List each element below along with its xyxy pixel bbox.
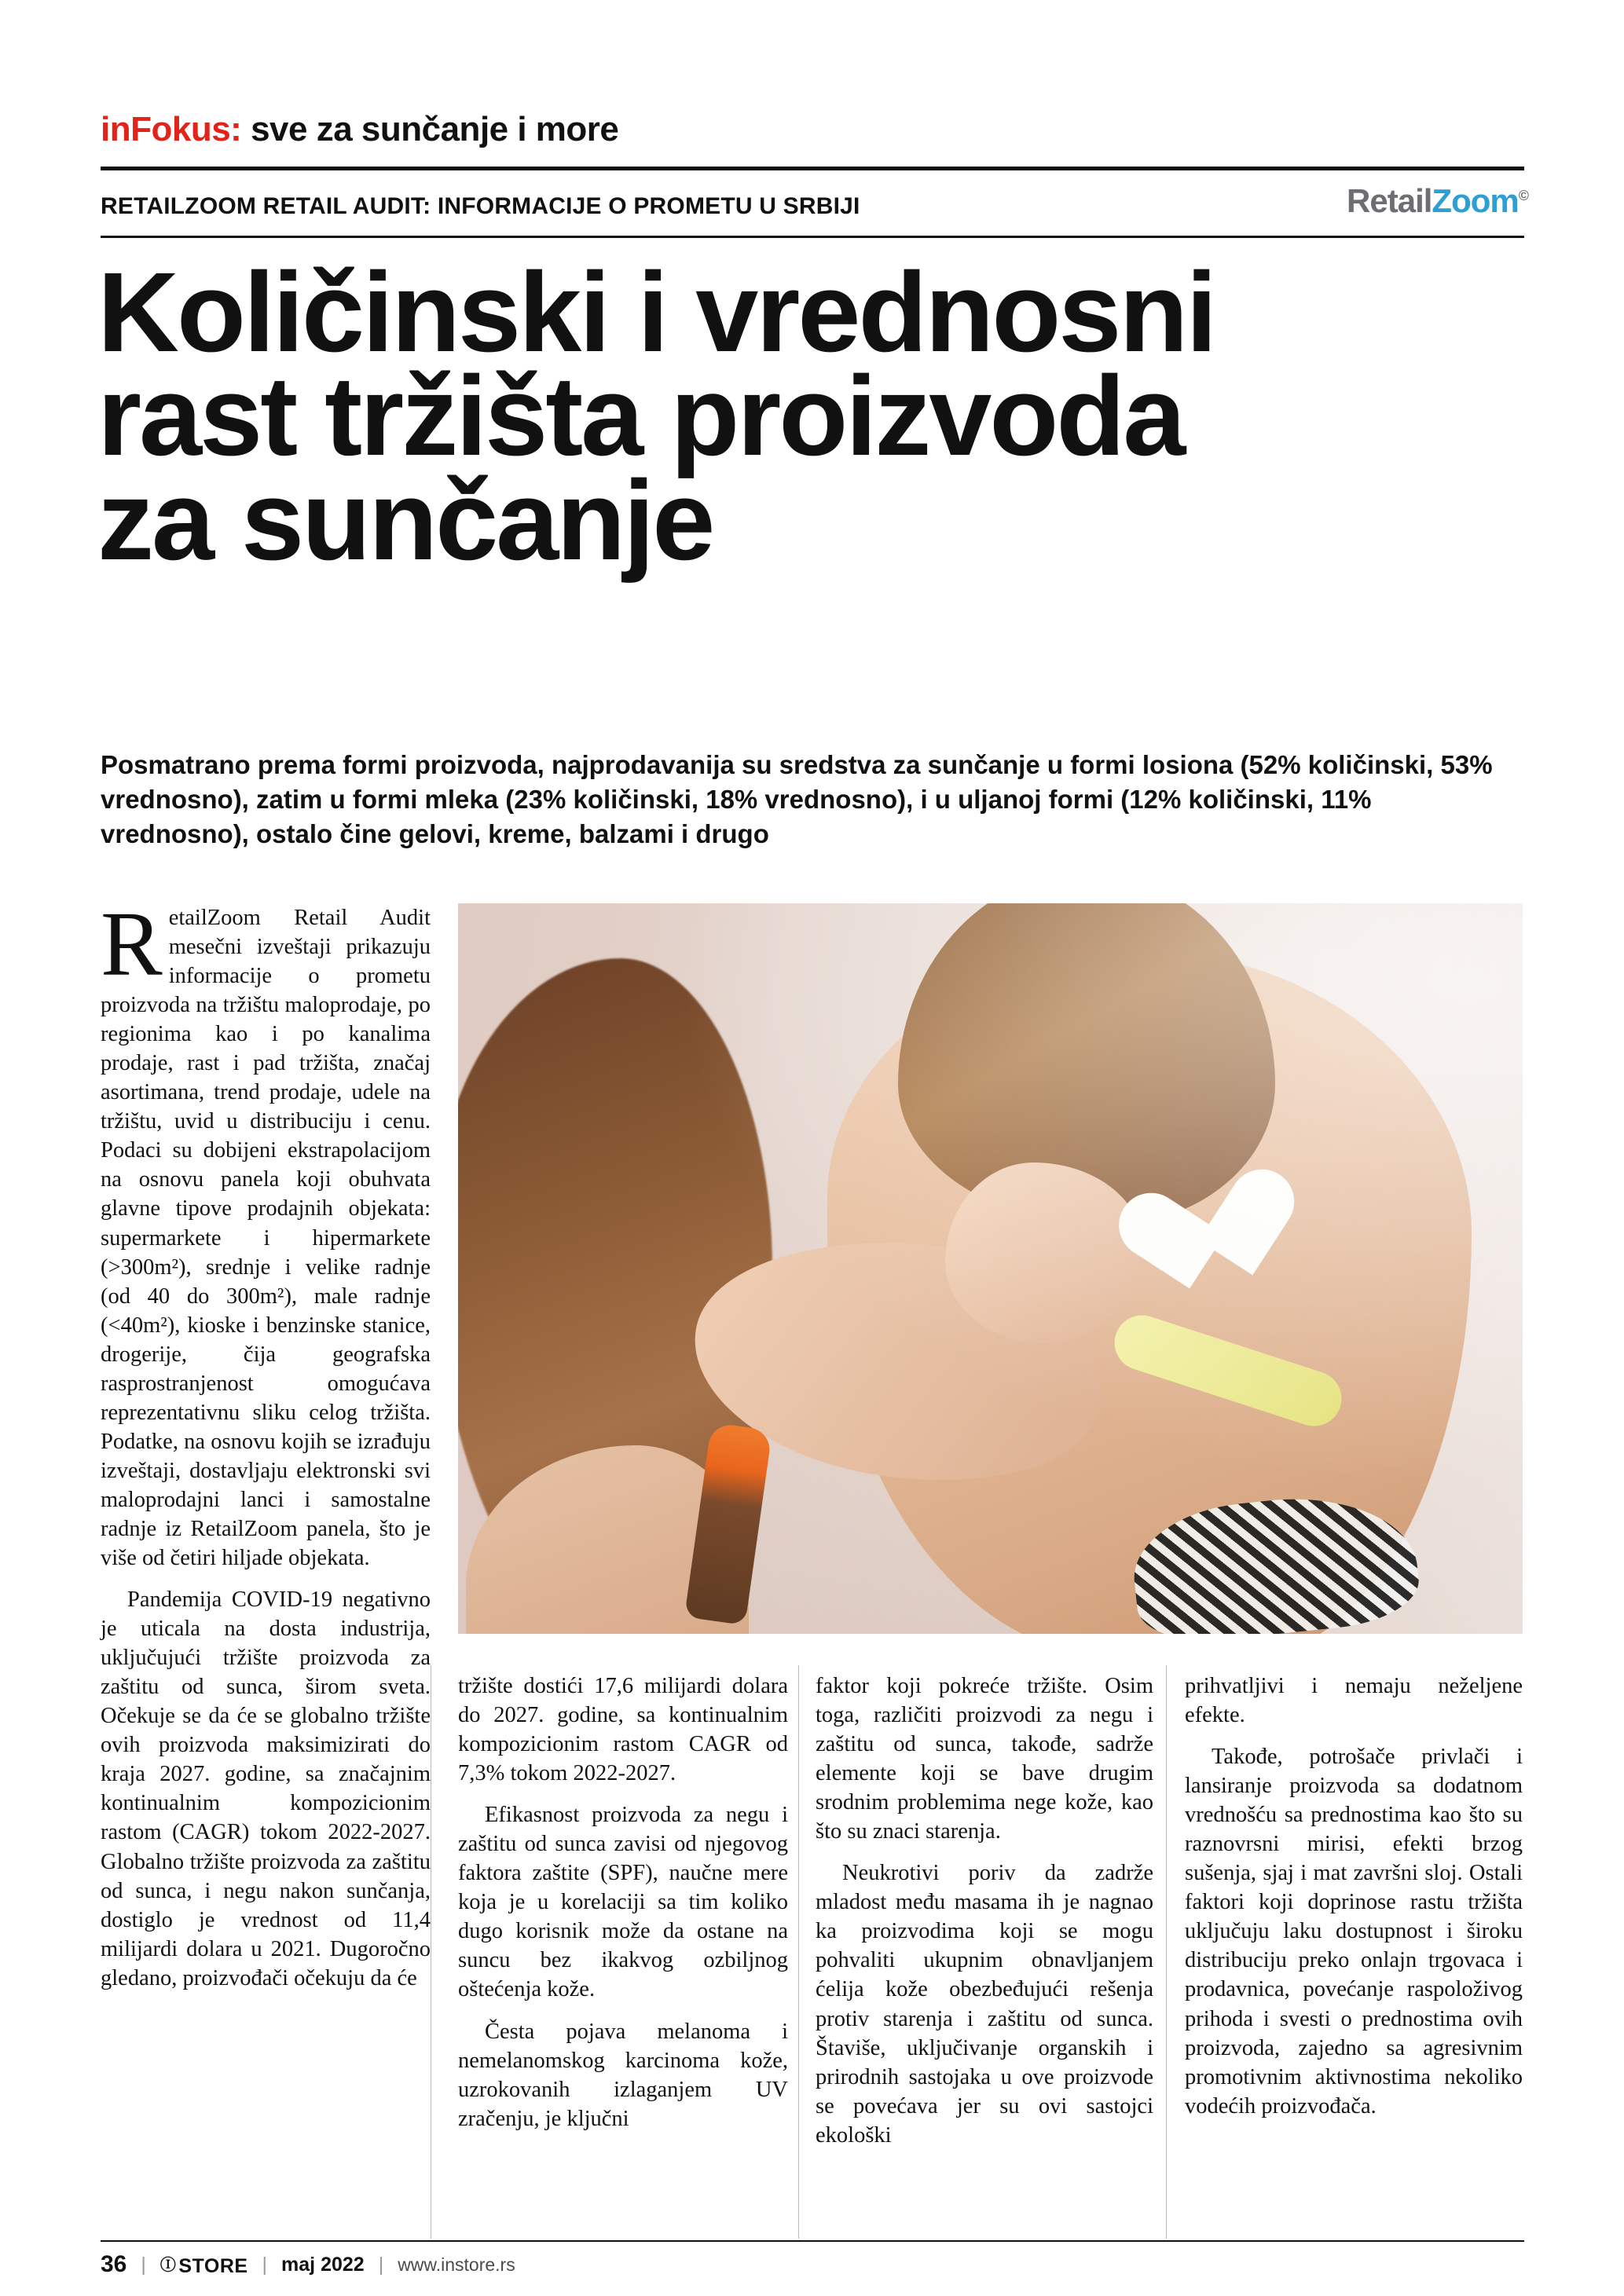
headline-line-1: Količinski i vrednosni xyxy=(97,249,1215,375)
column-divider-2 xyxy=(798,1665,799,2239)
page-number: 36 xyxy=(101,2251,127,2277)
body-paragraph: tržište dostići 17,6 milijardi dolara do 2027. godine, sa kontinualnim kompozicionim rastom CAGR od 7,3% tokom 2022-2027. xyxy=(458,1674,788,1786)
copyright-mark: © xyxy=(1518,188,1528,203)
body-paragraph: Česta pojava melanoma i nemelanomskog karcinoma kože, uzrokovanih izlaganjem UV zračenju, je ključni xyxy=(458,2019,788,2131)
retailzoom-logo xyxy=(1347,182,1528,220)
section-label: RETAILZOOM RETAIL AUDIT: INFORMACIJE O PROMETU U SRBIJI xyxy=(101,193,860,219)
issue-date: maj 2022 xyxy=(281,2253,365,2276)
body-paragraph: prihvatljivi i nemaju neželjene efekte. xyxy=(1185,1674,1523,1728)
body-paragraph xyxy=(101,892,431,1573)
body-paragraph: Pandemija COVID-19 negativno je uticala na dosta industrija, uključujući tržište proizvoda za zaštitu od sunca, širom sveta. Očekuje se da će se globalno tržište ovih proizvoda maksimizirati do kraja 2027. godine, sa značajnim kontinualnim kompozicionim rastom (CAGR) tokom 2022-2027. Globalno tržište proizvoda za zaštitu od sunca, i negu nakon sunčanja, dostiglo je vrednost od 11,4 milijardi dolara u 2021. Dugoročno gledano, proizvođači očekuju da će xyxy=(101,1587,431,1990)
headline-line-2: rast tržišta proizvoda xyxy=(97,353,1184,480)
kicker-brand: inFokus: xyxy=(101,110,242,148)
body-paragraph: Neukrotivi poriv da zadrže mladost među masama ih je nagnao ka proizvodima koji se mogu pohvaliti ukupnim obnavljanjem ćelija kože obezbeđujući rešenja protiv starenja i zaštitu od sunca. Štaviše, uključivanje organskih i prirodnih sastojaka u ove proizvode se povećava jer su ovi sastojci ekološki xyxy=(816,1861,1153,2148)
body-column-2 xyxy=(458,1672,788,2133)
website-url: www.instore.rs xyxy=(398,2254,515,2275)
body-paragraph-text: etailZoom Retail Audit mesečni izveštaji prikazuju informacije o prometu proizvoda na tržištu maloprodaje, po regionima kao i po kanalima prodaje, rast i pad tržišta, značaj asortimana, trend prodaje, udele na tržištu, uvid u distribuciju i cenu. Podaci su dobijeni ekstrapolacijom na osnovu panela koji obuhvata glavne tipove prodajnih objekata: supermarkete i hipermarkete (>300m²), srednje i velike radnje (od 40 do 300m²), male radnje (<40m²), kioske i benzinske stanice, drogerije, čija geografska rasprostranjenost omogućava reprezentativnu sliku celog tržišta. Podatke, na osnovu kojih se izrađuju izveštaji, dostavljaju elektronski svi maloprodajni lanci i samostalne radnje iz RetailZoom panela, što je više od četiri hiljade objekata. xyxy=(101,906,431,1571)
body-paragraph: Efikasnost proizvoda za negu i zaštitu od sunca zavisi od njegovog faktora zaštite (SPF), naučne mere koja je u korelaciji sa tim koliko dugo korisnik može da ostane na suncu bez ikakvog ozbiljnog oštećenja kože. xyxy=(458,1803,788,2002)
page-title xyxy=(97,249,1535,584)
instore-logo xyxy=(160,2252,248,2278)
article-photo xyxy=(458,903,1523,1634)
body-paragraph: faktor koji pokreće tržište. Osim toga, različiti proizvodi za negu i zaštitu od sunca, takođe, sadrže elemente koji se bave drugim srodnim problemima nege kože, kao što su znaci starenja. xyxy=(816,1674,1153,1844)
dropcap: R xyxy=(101,892,163,995)
page-footer xyxy=(101,2251,515,2278)
body-column-1 xyxy=(101,892,431,1993)
instore-logo-mark: Ⓘ xyxy=(159,2256,177,2274)
kicker-rest: sve za sunčanje i more xyxy=(251,110,619,148)
rule-mid xyxy=(101,236,1524,238)
retailzoom-logo-retail: Retail xyxy=(1347,182,1432,219)
rule-top xyxy=(101,167,1524,170)
column-divider-3 xyxy=(1166,1665,1167,2239)
headline-line-3: za sunčanje xyxy=(97,456,713,584)
footer-divider: | xyxy=(378,2253,384,2276)
retailzoom-logo-zoom: Zoom xyxy=(1432,182,1519,219)
footer-divider: | xyxy=(262,2253,268,2276)
body-paragraph: Takođe, potrošače privlači i lansiranje proizvoda sa dodatnom vrednošću sa prednostima kao što su raznovrsni mirisi, efekti brzog sušenja, sjaj i mat završni sloj. Ostali faktori koji doprinose rastu tržišta uključuju laku dostupnost i široku distribuciju preko onlajn trgovaca i prodavnica, povećanje raspoloživog prihoda i svesti o prednostima ovih proizvoda, zajedno sa agresivnim promotivnim aktivnostima nekoliko vodećih proizvođača. xyxy=(1185,1745,1523,2118)
standfirst: Posmatrano prema formi proizvoda, najprodavanija su sredstva za sunčanje u formi losiona (52% količinski, 53% vrednosno), zatim u formi mleka (23% količinski, 18% vrednosno), i u uljanoj formi (12% količinski, 11% vrednosno), ostalo čine gelovi, kreme, balzami i drugo xyxy=(101,750,1493,848)
rule-bottom xyxy=(101,2240,1524,2242)
footer-divider: | xyxy=(141,2253,146,2276)
kicker xyxy=(101,110,618,149)
body-column-4 xyxy=(1185,1672,1523,2121)
photo-glow-overlay xyxy=(458,903,1523,1634)
instore-logo-text: STORE xyxy=(178,2254,248,2277)
body-column-3 xyxy=(816,1672,1153,2150)
